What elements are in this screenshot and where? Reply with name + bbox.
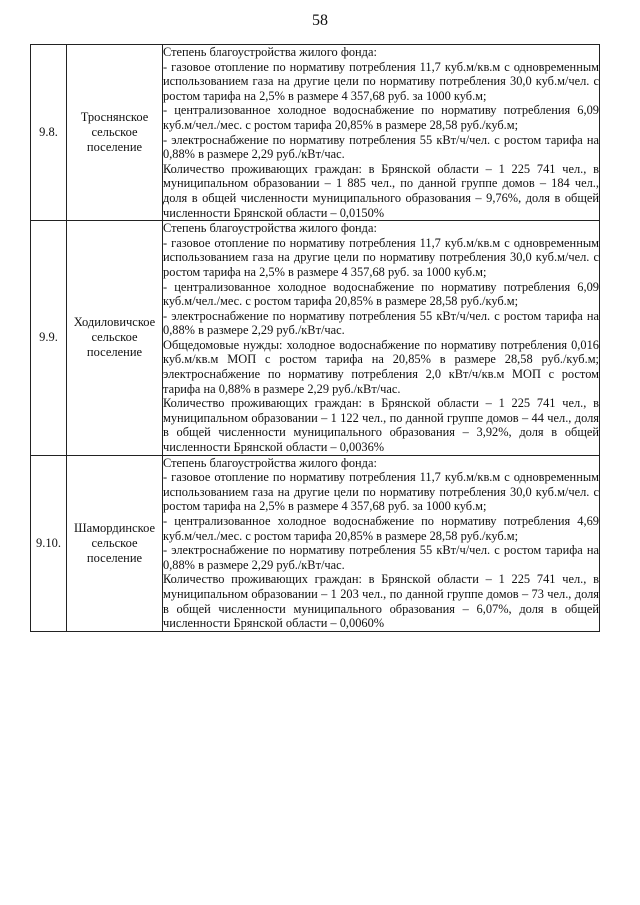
description-paragraph: - электроснабжение по нормативу потребления 55 кВт/ч/чел. с ростом тарифа на 0,88% в размере 2,29 руб./кВт/час. [163,543,599,572]
municipality-name-line: Шамординское [73,520,156,535]
municipality-name-line: сельское [91,125,138,140]
description-paragraph: Степень благоустройства жилого фонда: [163,221,377,236]
municipality-name-line: поселение [86,550,143,565]
description-paragraph: Количество проживающих граждан: в Брянской области – 1 225 741 чел., в муниципальном образовании – 1 122 чел., по данной группе домов – 44 чел., доля в общей численности муниципального образования – 3,92%, доля в общей численности Брянской области – 0,0036% [163,396,599,455]
row-description [163,455,600,631]
municipality-name-line: поселение [86,345,143,360]
table-row [31,455,600,631]
municipality-name-line: Троснянское [80,110,149,125]
table-row [31,221,600,456]
description-paragraph: Степень благоустройства жилого фонда: [163,45,377,59]
tariff-table [30,44,600,632]
description-paragraph: - газовое отопление по нормативу потребления 11,7 куб.м/кв.м с одновременным использованием газа на другие цели по нормативу потребления 30,0 куб.м/чел. с ростом тарифа на 2,5% в размере 4 357,68 руб. за 1000 куб.м; [163,59,599,103]
municipality-name-line: сельское [91,535,138,550]
description-paragraph: Степень благоустройства жилого фонда: [163,455,377,470]
municipality-name [67,221,163,456]
municipality-name-line: сельское [91,330,138,345]
description-paragraph: - централизованное холодное водоснабжение по нормативу потребления 6,09 куб.м/чел./мес. с ростом тарифа 20,85% в размере 28,58 руб./куб.м; [163,103,599,132]
row-description [163,221,600,456]
description-paragraph: Общедомовые нужды: холодное водоснабжение по нормативу потребления 0,016 куб.м/кв.м МОП с ростом тарифа на 20,85% в размере 28,58 руб./куб.м; электроснабжение по нормативу потребления 2,0 кВт/ч/кв.м МОП с ростом тарифа на 0,88% в размере 2,29 руб./кВт/час. [163,337,599,396]
municipality-name-line: Ходиловичское [73,315,156,330]
row-description [163,45,600,221]
description-paragraph: - централизованное холодное водоснабжение по нормативу потребления 4,69 куб.м/чел./мес. с ростом тарифа 20,85% в размере 28,58 руб./куб.м; [163,514,599,543]
row-number: 9.8. [31,45,67,221]
description-paragraph: - электроснабжение по нормативу потребления 55 кВт/ч/чел. с ростом тарифа на 0,88% в размере 2,29 руб./кВт/час. [163,132,599,162]
municipality-name [67,45,163,221]
description-paragraph: Количество проживающих граждан: в Брянской области – 1 225 741 чел., в муниципальном образовании – 1 203 чел., по данной группе домов – 73 чел., доля в общей численности муниципального образования – 6,07%, доля в общей численности Брянской области – 0,0060% [163,572,599,631]
description-paragraph: - газовое отопление по нормативу потребления 11,7 куб.м/кв.м с одновременным использованием газа на другие цели по нормативу потребления 30,0 куб.м/чел. с ростом тарифа на 2,5% в размере 4 357,68 руб. за 1000 куб.м; [163,470,599,514]
municipality-name [67,455,163,631]
description-paragraph: Количество проживающих граждан: в Брянской области – 1 225 741 чел., в муниципальном образовании – 1 885 чел., по данной группе домов – 184 чел., доля в общей численности муниципального образования – 9,76%, доля в общей численности Брянской области – 0,0150% [163,161,599,220]
description-paragraph: - электроснабжение по нормативу потребления 55 кВт/ч/чел. с ростом тарифа на 0,88% в размере 2,29 руб./кВт/час. [163,308,599,338]
page-number: 58 [312,12,328,29]
description-paragraph: - централизованное холодное водоснабжение по нормативу потребления 6,09 куб.м/чел./мес. с ростом тарифа 20,85% в размере 28,58 руб./куб.м; [163,279,599,309]
description-paragraph: - газовое отопление по нормативу потребления 11,7 куб.м/кв.м с одновременным использованием газа на другие цели по нормативу потребления 30,0 куб.м/чел. с ростом тарифа на 2,5% в размере 4 357,68 руб. за 1000 куб.м; [163,235,599,279]
table-row [31,45,600,221]
row-number: 9.10. [31,455,67,631]
row-number: 9.9. [31,221,67,456]
municipality-name-line: поселение [86,140,143,155]
